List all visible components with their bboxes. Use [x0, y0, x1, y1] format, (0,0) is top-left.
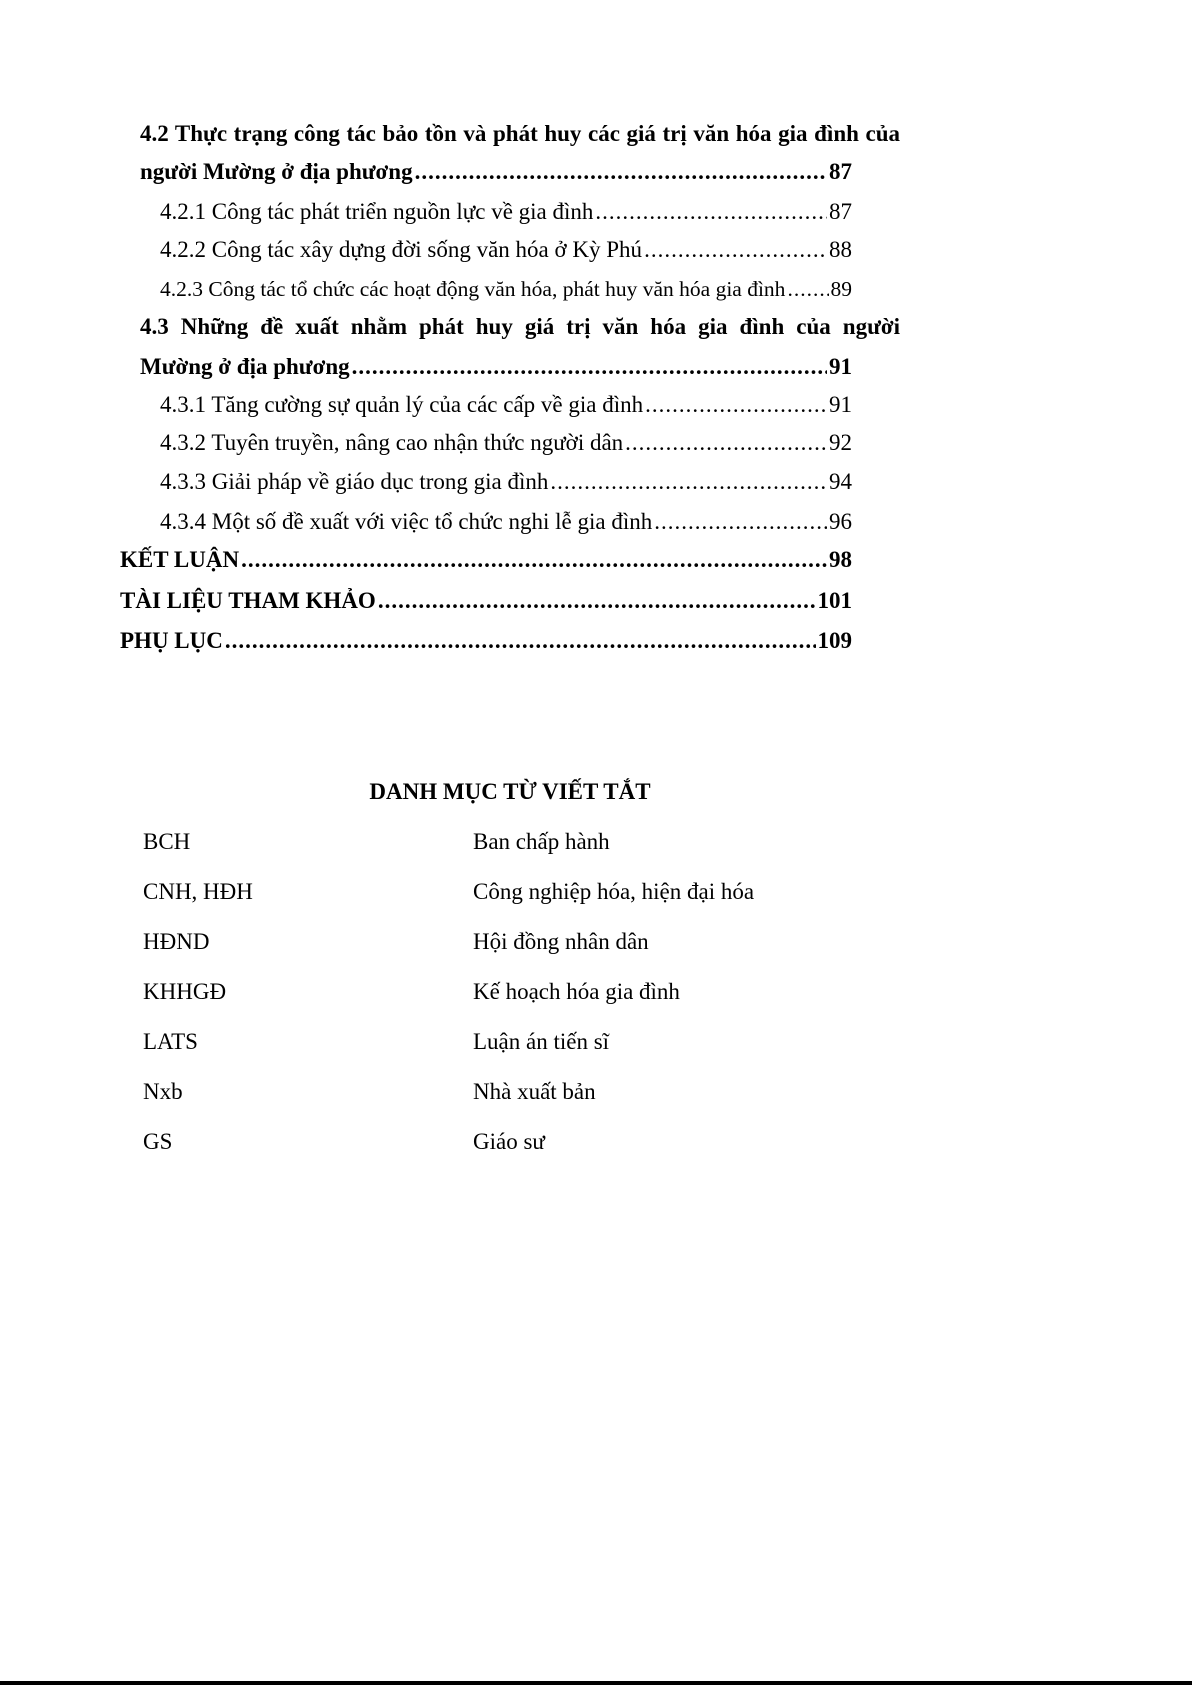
abbreviation-term: CNH, HĐH — [143, 879, 253, 904]
toc-dot-leader — [625, 428, 827, 458]
toc-page-number: 98 — [829, 547, 852, 572]
abbreviation-term: Nxb — [143, 1079, 183, 1104]
toc-entry-text: 4.2.3 Công tác tổ chức các hoạt động văn hóa, phát huy văn hóa gia đình — [160, 277, 786, 301]
toc-page-number: 87 — [829, 159, 852, 184]
toc-page-number: 96 — [829, 509, 852, 534]
toc-entry-text: 4.2.2 Công tác xây dựng đời sống văn hóa ở Kỳ Phú — [160, 237, 643, 262]
toc-page-number: 89 — [830, 277, 852, 301]
abbreviation-definition: Ban chấp hành — [473, 829, 610, 854]
toc-entry-4-3-2 — [160, 428, 852, 458]
toc-page-number: 101 — [817, 588, 852, 613]
toc-heading-4-2-line1: 4.2 Thực trạng công tác bảo tồn và phát huy các giá trị văn hóa gia đình của — [140, 121, 900, 146]
toc-entry-4-3-4 — [160, 507, 852, 537]
toc-page-number: 92 — [829, 430, 852, 455]
toc-page-number: 94 — [829, 469, 852, 494]
toc-dot-leader — [787, 274, 828, 304]
abbreviation-term: HĐND — [143, 929, 210, 954]
toc-entry-text: Mường ở địa phương — [140, 354, 350, 379]
toc-dot-leader — [550, 467, 827, 497]
toc-dot-leader — [378, 586, 816, 616]
abbreviation-term: LATS — [143, 1029, 198, 1054]
abbreviation-term: KHHGĐ — [143, 979, 227, 1004]
abbreviation-definition: Giáo sư — [473, 1129, 545, 1154]
toc-dot-leader — [225, 626, 816, 656]
toc-entry-4-3 — [140, 352, 852, 382]
toc-entry-4-3-3 — [160, 467, 852, 497]
toc-dot-leader — [644, 235, 827, 265]
toc-entry-tai-lieu — [120, 586, 852, 616]
abbreviations-title: DANH MỤC TỪ VIẾT TẮT — [369, 779, 651, 804]
toc-dot-leader — [241, 545, 827, 575]
toc-entry-ket-luan — [120, 545, 852, 575]
toc-page-number: 87 — [829, 199, 852, 224]
toc-dot-leader — [352, 352, 827, 382]
toc-page-number: 91 — [829, 392, 852, 417]
toc-entry-4-3-1 — [160, 390, 852, 420]
toc-entry-text: 4.3.1 Tăng cường sự quản lý của các cấp về gia đình — [160, 392, 644, 417]
toc-entry-text: 4.3.4 Một số đề xuất với việc tổ chức nghi lễ gia đình — [160, 509, 653, 534]
toc-entry-4-2-2 — [160, 235, 852, 265]
toc-entry-phu-luc — [120, 626, 852, 656]
toc-entry-4-2-1 — [160, 197, 852, 227]
abbreviation-definition: Kế hoạch hóa gia đình — [473, 979, 680, 1004]
abbreviation-term: BCH — [143, 829, 191, 854]
toc-entry-text: 4.3.2 Tuyên truyền, nâng cao nhận thức người dân — [160, 430, 624, 455]
toc-entry-4-2 — [140, 157, 852, 187]
toc-dot-leader — [595, 197, 827, 227]
abbreviation-definition: Nhà xuất bản — [473, 1079, 596, 1104]
toc-page-number: 88 — [829, 237, 852, 262]
toc-entry-text: PHỤ LỤC — [120, 628, 223, 653]
toc-entry-text: KẾT LUẬN — [120, 547, 240, 572]
toc-page-number: 91 — [829, 354, 852, 379]
toc-page-number: 109 — [817, 628, 852, 653]
abbreviation-definition: Luận án tiến sĩ — [473, 1029, 610, 1054]
abbreviation-definition: Hội đồng nhân dân — [473, 929, 649, 954]
page-bottom-border — [0, 1681, 1192, 1685]
abbreviation-definition: Công nghiệp hóa, hiện đại hóa — [473, 879, 755, 904]
toc-entry-text: 4.2.1 Công tác phát triển nguồn lực về gia đình — [160, 199, 594, 224]
toc-entry-text: 4.3.3 Giải pháp về giáo dục trong gia đình — [160, 469, 549, 494]
toc-entry-text: TÀI LIỆU THAM KHẢO — [120, 588, 376, 613]
toc-dot-leader — [415, 157, 827, 187]
toc-heading-4-3-line1: 4.3 Những đề xuất nhằm phát huy giá trị văn hóa gia đình của người — [140, 314, 900, 339]
toc-dot-leader — [645, 390, 827, 420]
toc-entry-4-2-3 — [160, 274, 852, 304]
toc-dot-leader — [654, 507, 827, 537]
toc-entry-text: người Mường ở địa phương — [140, 159, 413, 184]
abbreviation-term: GS — [143, 1129, 173, 1154]
